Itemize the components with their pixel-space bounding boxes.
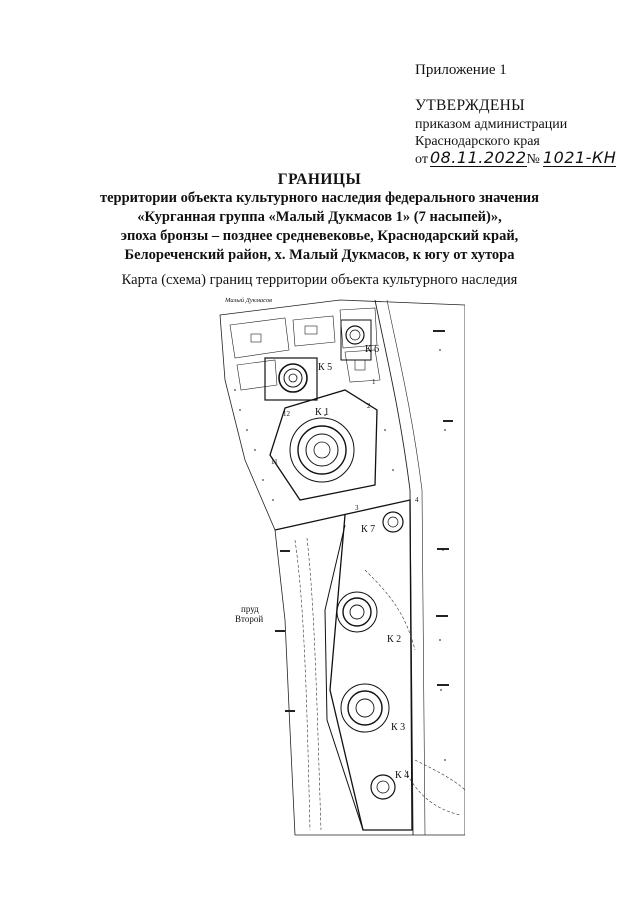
point-1: 1 [372, 378, 376, 386]
order-line: приказом администрации [415, 117, 568, 132]
title-line-3: эпоха бронзы – позднее средневековье, Краснодарский край, [120, 228, 519, 244]
appendix-label: Приложение 1 [415, 62, 507, 78]
approved-label: УТВЕРЖДЕНЫ [415, 97, 525, 114]
point-11: 11 [271, 458, 278, 466]
label-k2: К 2 [387, 634, 402, 645]
handwritten-number: 1021-КН [542, 148, 617, 167]
map-caption: Карта (схема) границ территории объекта культурного наследия [121, 272, 518, 288]
title-line-1: территории объекта культурного наследия федерального значения [99, 190, 539, 206]
map-pond-label-2: Второй [235, 614, 264, 624]
point-3: 3 [355, 504, 359, 512]
date-row [415, 149, 616, 168]
document-title: ГРАНИЦЫ [277, 171, 362, 188]
label-k7: К 7 [361, 524, 376, 535]
boundary-map [215, 290, 465, 850]
label-k4: К 4 [395, 770, 410, 781]
label-k5: К 5 [318, 362, 333, 373]
title-line-2: «Курганная группа «Малый Дукмасов 1» (7 насыпей)», [137, 209, 502, 225]
map-village-label: Малый Дукмасов [225, 297, 272, 304]
handwritten-date: 08.11.2022 [429, 148, 527, 167]
number-prefix: № [526, 152, 540, 167]
label-k3: К 3 [391, 722, 406, 733]
label-k6: К 6 [365, 344, 380, 355]
region-line: Краснодарского края [415, 134, 540, 149]
point-2: 2 [367, 402, 371, 410]
map-frame [220, 300, 465, 835]
date-prefix: от [415, 152, 428, 167]
point-12: 12 [283, 410, 290, 418]
title-line-4: Белореченский район, х. Малый Дукмасов, к югу от хутора [124, 247, 515, 263]
point-4: 4 [415, 496, 419, 504]
map-pond-label-1: пруд [241, 604, 259, 614]
label-k1: К 1 [315, 407, 330, 418]
